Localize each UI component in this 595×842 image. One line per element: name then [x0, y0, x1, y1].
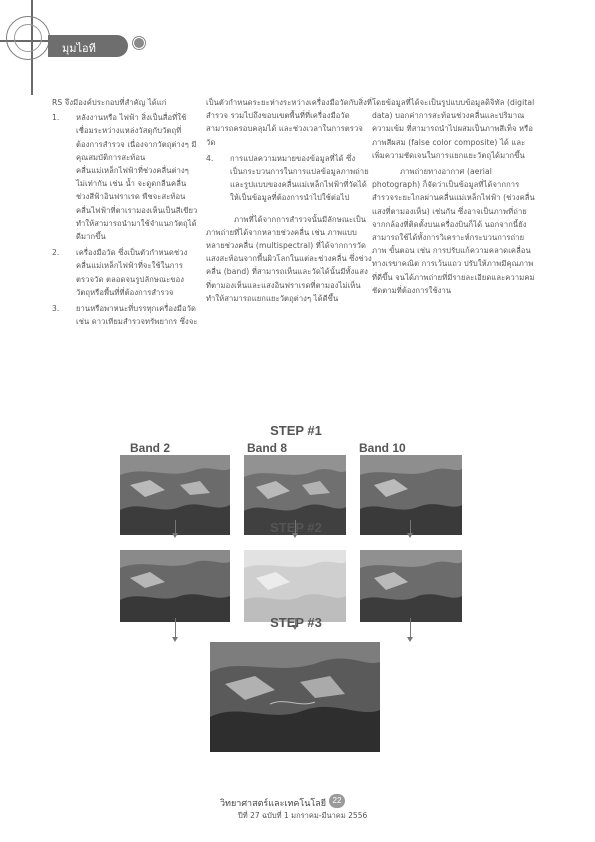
- processing-steps-figure: [0, 418, 595, 754]
- list-number: 4.: [206, 153, 214, 163]
- arrow-down-icon: [410, 520, 411, 534]
- column-intro: RS จึงมีองค์ประกอบที่สำคัญ ได้แก่: [52, 98, 167, 107]
- band-label: Band 10: [359, 441, 406, 455]
- list-number: 1.: [52, 113, 60, 123]
- arrow-down-icon: [175, 520, 176, 534]
- band-label: Band 8: [247, 441, 288, 455]
- column-lead-text: โดยข้อมูลที่ได้จะเป็นรูปแบบข้อมูลดิจิทัล (digital data) บอกค่าการสะท้อนช่วงคลื่นและปริมาณความเข้ม ที่สามารถนำไปผสมเป็นภาพสีเท็จ หรือภาพสีผสม (false color composite) ได้ และเพิ่มความชัดเจนในการแยกแยะวัตถุได้มากขึ้น: [372, 98, 535, 160]
- list-item-text: ยานหรือพาหนะที่บรรทุกเครื่องมือวัด เช่น ดาวเทียมสำรวจทรัพยากร ซึ่งจะ: [76, 304, 198, 327]
- list-item: [206, 152, 372, 205]
- list-item-text: การแปลความหมายของข้อมูลที่ได้ ซึ่งเป็นกระบวนการในการแปลข้อมูลภาพถ่าย และรูปแบบของคลื่นแม่เหล็กไฟฟ้าที่วัดได้ให้เป็นข้อมูลที่ต้องการนำไปใช้ต่อไป: [230, 153, 369, 203]
- processed-image-band-2: [120, 550, 230, 622]
- composite-image: [210, 642, 380, 752]
- arrow-down-icon: [175, 618, 176, 638]
- article-column-1: [52, 96, 198, 331]
- list-item: [52, 302, 198, 328]
- list-number: 2.: [52, 248, 60, 258]
- body-paragraph: ภาพถ่ายทางอากาศ (aerial photograph) ก็จัดว่าเป็นข้อมูลที่ได้จากการสำรวจระยะไกลผ่านคลื่นแม่เหล็กไฟฟ้า (ช่วงคลื่นแสงที่ตามองเห็น) เช่นกัน ซึ่งอาจเป็นภาพที่ถ่ายจากกล้องที่ติดตั้งบนเครื่องบินก็ได้ นอกจากนี้ยังสามารถใช้ได้ทั้งการวิเคราะห์กระบวนการถ่ายภาพ ขั้นตอน เช่น การปรับแก้ความคลาดเคลื่อนทางเรขาคณิต การเว้นแถว ปรับให้ภาพมีคุณภาพที่ดีขึ้น จนได้ภาพถ่ายที่มีรายละเอียดและความคมชัดตามที่ต้องการใช้งาน: [372, 167, 535, 295]
- satellite-image-band-10: [360, 455, 462, 535]
- list-number: 3.: [52, 304, 60, 314]
- processed-image-band-10: [360, 550, 462, 622]
- step-2-title: STEP #2: [270, 520, 322, 535]
- article-column-3: [372, 96, 538, 297]
- footer-magazine-name: วิทยาศาสตร์และเทคโนโลยี: [220, 799, 327, 809]
- article-column-2: [206, 96, 372, 305]
- section-title: มุมไอที: [62, 43, 96, 55]
- page-number: 22: [329, 794, 345, 808]
- header-dot-icon: [133, 37, 145, 49]
- arrow-down-icon: [410, 618, 411, 638]
- list-item: [52, 111, 198, 243]
- band-label: Band 2: [130, 441, 171, 455]
- step-3-title: STEP #3: [270, 615, 322, 630]
- list-item-text: เครื่องมือวัด ซึ่งเป็นตัวกำหนดช่วงคลื่นแม่เหล็กไฟฟ้าที่จะใช้ในการตรวจวัด ตลอดจนรูปลักษณะของวัตถุหรือพื้นที่ที่ต้องการสำรวจ: [76, 248, 188, 297]
- footer-issue: ปีที่ 27 ฉบับที่ 1 มกราคม-มีนาคม 2556: [238, 811, 368, 820]
- processed-image-band-8: [244, 550, 346, 622]
- list-item: [52, 246, 198, 299]
- list-item-text: หลังงานหรือ ไฟฟ้า สิ่งเป็นสื่อที่ใช้เชื่อมระหว่างแหล่งวัสดุกับวัตถุที่ต้องการสำรวจ เนื่องจากวัตถุต่างๆ มีคุณสมบัติการสะท้อนคลื่นแม่เหล็กไฟฟ้าที่ช่วงคลื่นต่างๆ ไม่เท่ากัน เช่น น้ำ จะดูดกลืนคลื่นช่วงสีฟ้าอินฟราเรด พืชจะสะท้อนคลื่นไฟฟ้าที่ตาเรามองเห็นเป็นสีเขียว ทำให้สามารถนำมาใช้จำแนกวัตถุได้ดีมากขึ้น: [76, 113, 198, 242]
- step-1-title: STEP #1: [270, 423, 322, 438]
- crosshair-inner-ring-icon: [14, 24, 42, 52]
- column-lead-text: เป็นตัวกำหนดระยะห่างระหว่างเครื่องมือวัดกับสิ่งที่สำรวจ รวมไปถึงขอบเขตพื้นที่ที่เครื่องมือวัดสามารถครอบคลุมได้ และช่วงเวลาในการตรวจวัด: [206, 98, 373, 147]
- body-paragraph: ภาพที่ได้จากการสำรวจนั้นมีลักษณะเป็นภาพถ่ายที่ได้จากหลายช่วงคลื่น เช่น ภาพแบบหลายช่วงคลื่น (multispectral) ที่ได้จากการวัดแสงสะท้อนจากพื้นผิวโลกในแต่ละช่วงคลื่น ซึ่งช่วงคลื่น (band) ที่สามารถเห็นและวัดได้นั้นมีทั้งแสงที่ตามองเห็นและแสงอินฟราเรดที่ตามองไม่เห็น ทำให้สามารถแยกแยะวัตถุต่างๆ ได้ดีขึ้น: [206, 214, 372, 303]
